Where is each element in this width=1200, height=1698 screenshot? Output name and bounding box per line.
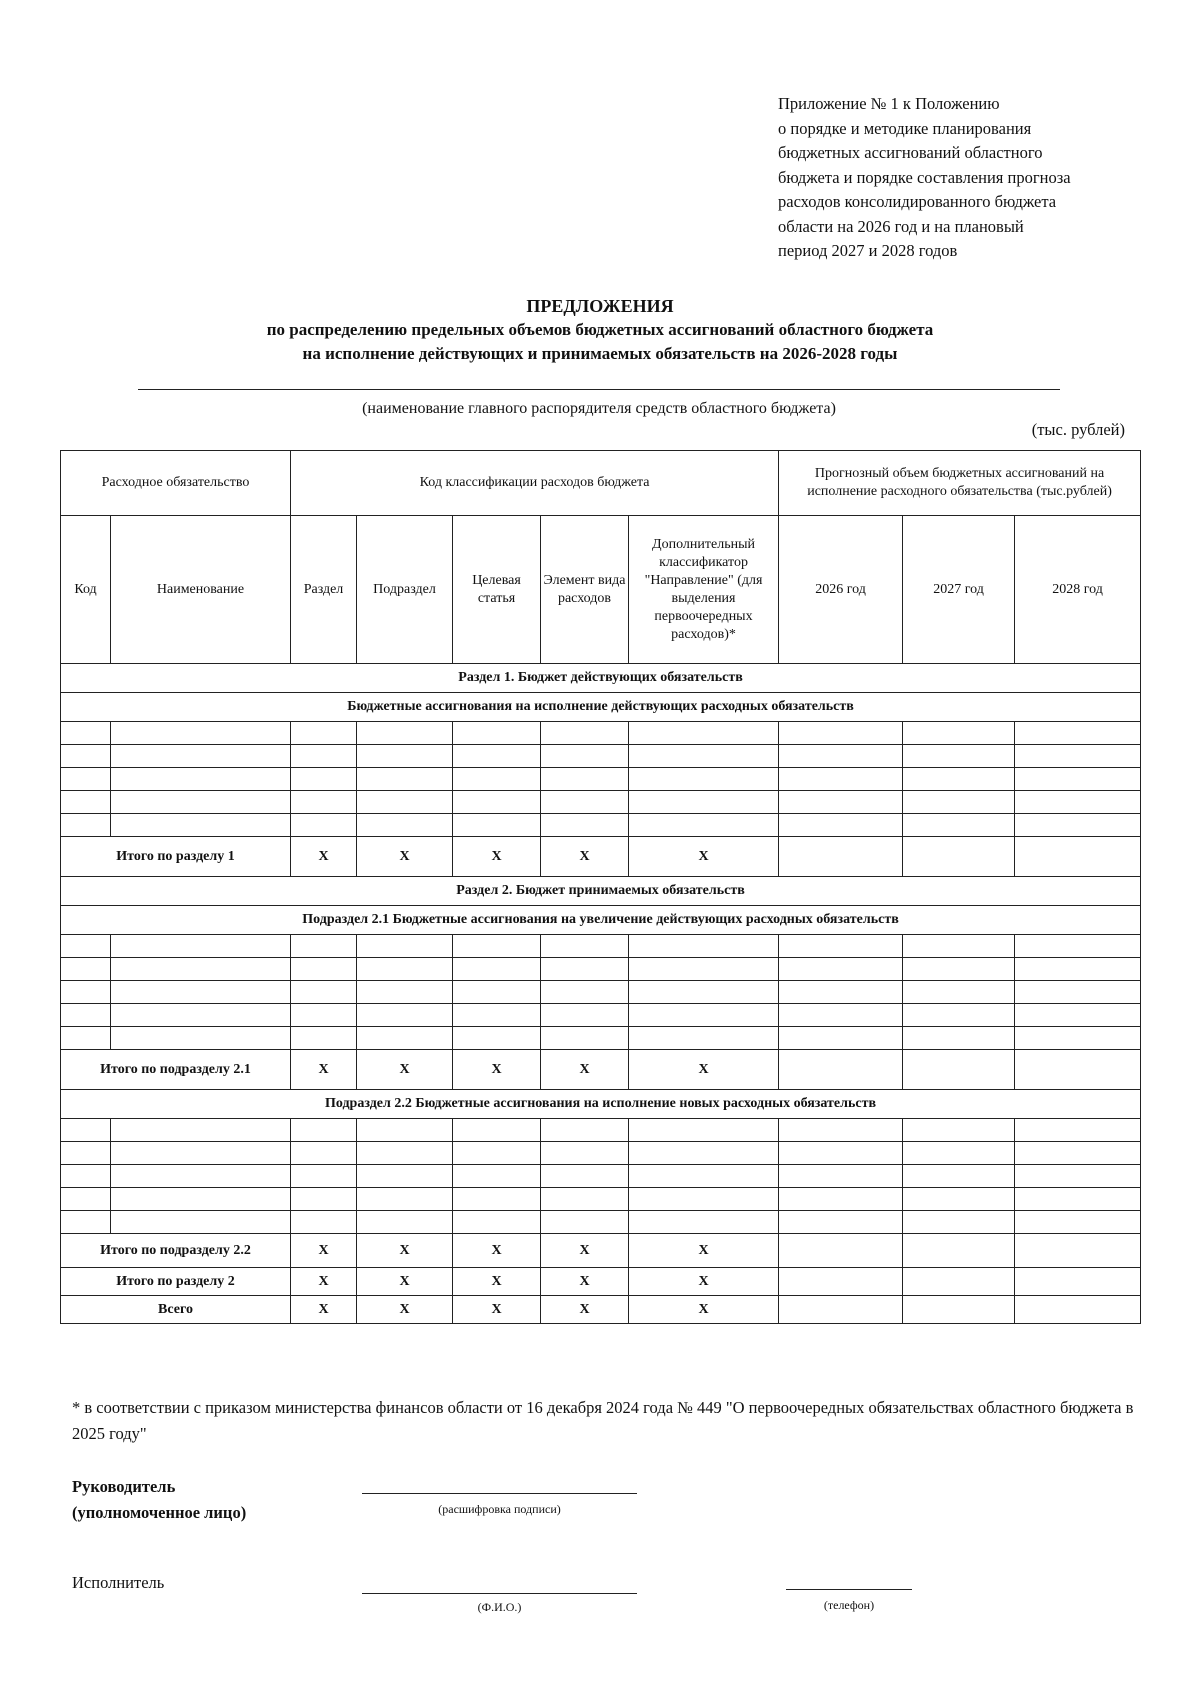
x-mark: X [629,1050,779,1090]
x-mark: X [453,1234,541,1268]
x-mark: X [357,1296,453,1324]
appendix-line: Приложение № 1 к Положению [778,94,1000,113]
column-header-subsection: Подраздел [357,516,453,664]
column-header-extra-classifier: Дополнительный классификатор "Направление" (для выделения первоочередных расходов)* [629,516,779,664]
table-row [61,814,1141,837]
x-mark: X [357,1234,453,1268]
appendix-line: о порядке и методике планирования [778,118,1032,138]
section-2-title: Раздел 2. Бюджет принимаемых обязательств [61,877,1141,906]
executor-name-caption: (Ф.И.О.) [477,1600,522,1614]
appendix-line: расходов консолидированного бюджета [778,192,1057,211]
x-mark: X [541,1050,629,1090]
x-mark: X [453,1050,541,1090]
executor-name-line [362,1593,637,1594]
table-row [61,768,1141,791]
total-subsection-2-2-label: Итого по подразделу 2.2 [61,1234,291,1268]
x-mark: X [541,1234,629,1268]
total-section-2-label: Итого по разделу 2 [61,1268,291,1296]
header-classification: Код классификации расходов бюджета [291,451,779,516]
total-section-1-label: Итого по разделу 1 [61,837,291,877]
x-mark: X [291,1234,357,1268]
table-row [61,981,1141,1004]
organization-name-line [138,389,1060,390]
table-row [61,1027,1141,1050]
appendix-line: бюджета и порядке составления прогноза [778,167,1071,187]
budget-table [60,450,1141,1324]
x-mark: X [291,837,357,877]
executor-phone-line [786,1589,912,1590]
document-subtitle-line: на исполнение действующих и принимаемых обязательств на 2026-2028 годы [302,344,898,363]
head-signature-caption: (расшифровка подписи) [438,1502,561,1516]
column-header-target-item: Целевая статья [453,516,541,664]
x-mark: X [291,1296,357,1324]
x-mark: X [357,1050,453,1090]
x-mark: X [629,837,779,877]
table-row [61,722,1141,745]
document-subtitle-line: по распределению предельных объемов бюджетных ассигнований областного бюджета [266,320,934,339]
total-row [61,1296,1141,1324]
total-row [61,1050,1141,1090]
title-block [60,294,1140,366]
total-row [61,1268,1141,1296]
table-row [61,958,1141,981]
subsection-2-1-title: Подраздел 2.1 Бюджетные ассигнования на увеличение действующих расходных обязательств [61,906,1141,935]
column-header-expense-element: Элемент вида расходов [541,516,629,664]
column-header-name: Наименование [111,516,291,664]
x-mark: X [629,1268,779,1296]
head-signature-line [362,1493,637,1494]
units-label: (тыс. рублей) [1031,420,1125,439]
table-row [61,1211,1141,1234]
appendix-line: бюджетных ассигнований областного [778,143,1043,162]
x-mark: X [629,1296,779,1324]
table-row [61,791,1141,814]
table-row [61,1165,1141,1188]
column-header-2027: 2027 год [903,516,1015,664]
head-label-line: (уполномоченное лицо) [72,1503,247,1522]
footnote: * в соответствии с приказом министерства финансов области от 16 декабря 2024 года № 449 "О первоочередных обязательствах областного бюджета в 2025 году" [72,1398,1134,1443]
x-mark: X [291,1268,357,1296]
x-mark: X [357,837,453,877]
header-forecast: Прогнозный объем бюджетных ассигнований на исполнение расходного обязательства (тыс.рублей) [779,451,1141,516]
appendix-line: период 2027 и 2028 годов [778,241,958,260]
header-obligation: Расходное обязательство [61,451,291,516]
x-mark: X [453,1296,541,1324]
column-header-2028: 2028 год [1015,516,1141,664]
head-label-line: Руководитель [72,1477,176,1496]
table-row [61,745,1141,768]
grand-total-label: Всего [61,1296,291,1324]
table-row [61,1004,1141,1027]
total-subsection-2-1-label: Итого по подразделу 2.1 [61,1050,291,1090]
x-mark: X [453,837,541,877]
organization-caption: (наименование главного распорядителя средств областного бюджета) [362,400,836,417]
total-row [61,837,1141,877]
x-mark: X [357,1268,453,1296]
executor-phone-caption: (телефон) [823,1598,875,1612]
appendix-line: области на 2026 год и на плановый [778,216,1024,236]
x-mark: X [453,1268,541,1296]
executor-label: Исполнитель [72,1573,165,1592]
appendix-note [778,92,1158,264]
table-row [61,1188,1141,1211]
x-mark: X [541,1268,629,1296]
x-mark: X [629,1234,779,1268]
document-title: ПРЕДЛОЖЕНИЯ [526,296,674,316]
subsection-2-2-title: Подраздел 2.2 Бюджетные ассигнования на исполнение новых расходных обязательств [61,1090,1141,1119]
total-row [61,1234,1141,1268]
column-header-2026: 2026 год [779,516,903,664]
x-mark: X [541,837,629,877]
head-signature-label [72,1474,246,1526]
table-row [61,1119,1141,1142]
table-row [61,1142,1141,1165]
column-header-section: Раздел [291,516,357,664]
section-1-title: Раздел 1. Бюджет действующих обязательств [61,664,1141,693]
column-header-code: Код [61,516,111,664]
section-1-subtitle: Бюджетные ассигнования на исполнение действующих расходных обязательств [61,693,1141,722]
table-row [61,935,1141,958]
x-mark: X [541,1296,629,1324]
x-mark: X [291,1050,357,1090]
